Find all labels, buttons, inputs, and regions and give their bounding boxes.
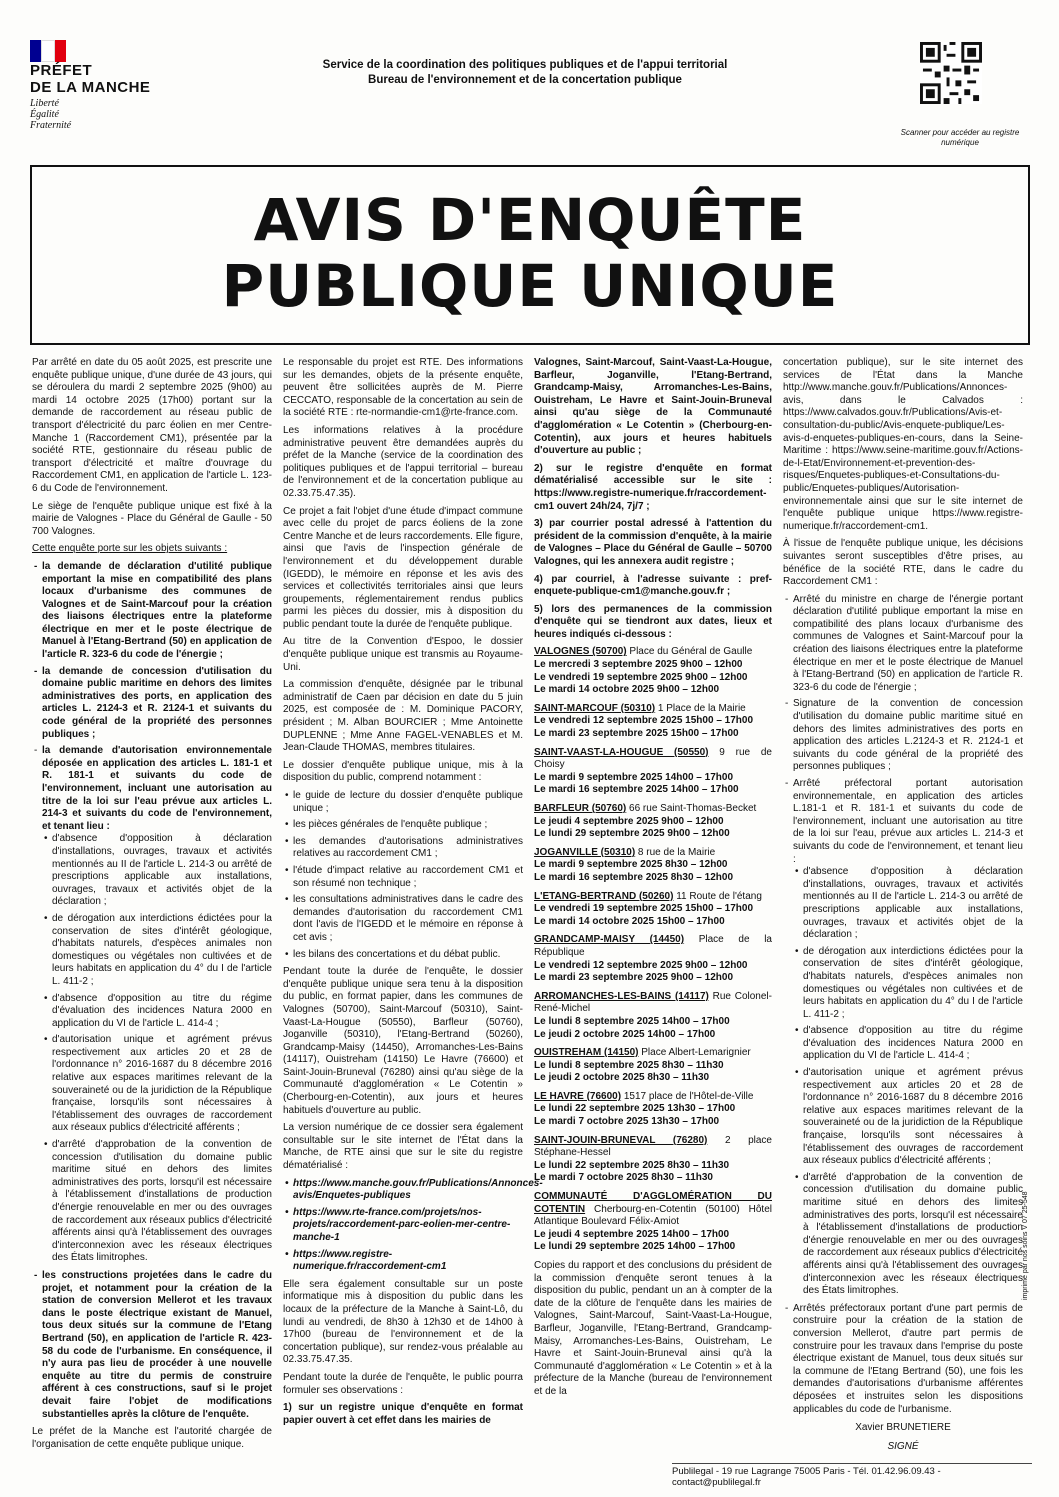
permanence-block [534, 1135, 772, 1185]
column-4 [783, 357, 1023, 1456]
permanence-slot: Le vendredi 12 septembre 2025 9h00 – 12h00 [534, 959, 748, 971]
permanences-list [534, 646, 772, 1254]
sub-list [42, 833, 272, 1265]
dossier-item: • l'étude d'impact relative au raccordement CM1 et son résumé non technique ; [293, 865, 523, 890]
project-owner-paragraph: Le responsable du projet est RTE. Des informations sur les demandes, objets de la présente enquête, peuvent être sollicitées auprès de M. Pierre CECCATO, responsable de la concertation au sein de la société RTE : rte-normandie-cm1@rte-france.com. [283, 357, 523, 419]
bureau-name: Bureau de l'environnement et de la concertation publique [368, 74, 682, 86]
permanence-block [534, 703, 772, 741]
sub-item: • d'absence d'opposition à déclaration d'installations, ouvrages, travaux et activités mentionnés au II de l'article L. 214-3 ou arrêté de prescriptions applicable aux installations, ouvrages, travaux et activités objet de la déclaration ; [52, 833, 272, 909]
report-sites-paragraph: concertation publique), sur le site internet des services de l'État dans la Manche http://www.manche.gouv.fr/Publications/Annonces-avis, dans le Calvados : https://www.calvados.gouv.fr/Publications/Avis-et-consultation-du-public/Avis-enquete-publique/Les-avis-d-enquetes-publiques-en-cours, dans la Seine-Maritime : https://www.seine-maritime.gouv.fr/Actions-de-l-Etat/Environnement-et-prevention-des-risques/Enquetes-publiques-et-Consultations-du-public/Enquetes-publiques/Autorisation-environnementale ainsi que sur le site internet de l'enquête publique unique https://www.registre-numerique.fr/raccordement-cm1. [783, 357, 1023, 532]
sub-item: • d'arrêté d'approbation de la convention de concession d'utilisation du domaine public maritime situé en dehors des limites administratives des ports, lorsqu'il est nécessaire à l'établissement d'installations de production d'énergie renouvelable en mer ou des ouvrages de raccordement aux réseaux publics d'électricité afférents ainsi qu'à l'établissement des ouvrages d'interconnexion avec les réseaux électriques des États limitrophes. [803, 1172, 1023, 1298]
observation-method-1: 1) sur un registre unique d'enquête en format papier ouvert à cet effet dans les mairies de [283, 1402, 523, 1426]
dossier-item: • le guide de lecture du dossier d'enquête publique unique ; [293, 790, 523, 815]
decision-item: - Signature de la convention de concession d'utilisation du domaine public maritime situé en dehors des limites administratives des ports en application des articles L.2124-3 et R. 2124-1 et suivants du code général de la propriété des personnes publiques ; [793, 698, 1023, 774]
permanence-slot: Le vendredi 19 septembre 2025 9h00 – 12h00 [534, 671, 748, 683]
column-3 [534, 357, 772, 1456]
object-item: - la demande d'autorisation environnementale déposée en application des articles L. 181-1 et R. 181-1 et suivants du code de l'environnement, incluant une autorisation au titre de la loi sur l'eau prévue aux articles L. 214-3 et suivants du code de l'environnement, et tenant lieu : • d'absence d'opposition à déclaration d'installations, ouvrages, travaux et activités mentionnés au II de l'article L. 214-3 ou arrêté de prescriptions applicable aux installations, ouvrages, travaux et activités objet de la déclaration ; • de dérogation aux interdictions édictées pour la conservation de sites d'intérêt géologique, d'habitats naturels, d'espèces animales non domestiques ou végétales non cultivées et de leurs habitats en application du 4° du I de l'article L. 411-2 ; • d'absence d'opposition au titre du régime d'évaluation des incidences Natura 2000 en application du VI de l'article L. 414-4 ; • d'autorisation unique et agrément prévus respectivement aux articles 20 et 28 de l'ordonnance n° 2016-1687 du 8 décembre 2016 relative aux espaces maritimes relevant de la souveraineté ou de la juridiction de la République française, lorsqu'ils sont nécessaires à l'établissement des ouvrages de raccordement aux réseaux publics d'électricité afférents ; • d'arrêté d'approbation de la convention de concession d'utilisation du domaine public maritime situé en dehors des limites administratives des ports, lorsqu'il est nécessaire à l'établissement d'installations de production d'énergie renouvelable en mer ou des ouvrages de raccordement aux réseaux publics d'électricité afférents ainsi qu'à l'établissement des ouvrages d'interconnexion avec les réseaux électriques des États limitrophes. [42, 745, 272, 1265]
observation-method-4: 4) par courriel, à l'adresse suivante : pref-enquete-publique-cm1@manche.gouv.fr ; [534, 573, 772, 598]
permanence-place: SAINT-VAAST-LA-HOUGUE (50550) 9 rue de Choisy [534, 746, 772, 771]
decision-item: - Arrêté préfectoral portant autorisation environnementale, en application des articles L.181-1 et R. 181-1 et suivants du code de l'environnement, incluant une autorisation au titre de la loi sur l'eau, prévue aux articles L. 214-3 et suivants du code de l'environnement, et tenant lieu : • d'absence d'opposition à déclaration d'installations, ouvrages, travaux et activités mentionnés au II de l'article L. 214-3 ou arrêté de prescriptions applicable aux installations, ouvrages, travaux et activités objet de la déclaration ; • de dérogation aux interdictions édictées pour la conservation de sites d'intérêt géologique, d'habitats naturels, d'espèces animales non domestiques ou végétales non cultivées et de leurs habitats en application du 4° du I de l'article L. 411-2 ; • d'absence d'opposition au titre du régime d'évaluation des incidences Natura 2000 en application du VI de l'article L. 414-4 ; • d'autorisation unique et agrément prévus respectivement aux articles 20 et 28 de l'ordonnance n° 2016-1687 du 8 décembre 2016 relative aux espaces maritimes relevant de la souveraineté ou de la juridiction de la République française, lorsqu'ils sont nécessaires à l'établissement des ouvrages de raccordement aux réseaux publics d'électricité afférents ; • d'arrêté d'approbation de la convention de concession d'utilisation du domaine public maritime situé en dehors des limites administratives des ports, lorsqu'il est nécessaire à l'établissement d'installations de production d'énergie renouvelable en mer ou des ouvrages de raccordement aux réseaux publics d'électricité afférents ainsi qu'à l'établissement des ouvrages d'interconnexion avec les réseaux électriques des États limitrophes. [793, 778, 1023, 1298]
seat-paragraph: Le siège de l'enquête publique unique est fixé à la mairie de Valognes - Place du Général de Gaulle - 50 700 Valognes. [32, 500, 272, 537]
permanence-slot: Le mardi 7 octobre 2025 8h30 – 11h30 [534, 1172, 713, 1184]
objects-list [32, 561, 272, 1421]
title-line-2: PUBLIQUE UNIQUE [221, 252, 839, 320]
permanence-place: ARROMANCHES-LES-BAINS (14117) Rue Colonel-René-Michel [534, 990, 772, 1015]
permanence-address: Place Albert-Lemarignier [638, 1047, 751, 1059]
marianne-flag-icon [30, 40, 66, 62]
decisions-intro: À l'issue de l'enquête publique unique, les décisions suivantes seront susceptibles d'être prises, au bénéfice de la société RTE, dans le cadre du Raccordement CM1 : [783, 538, 1023, 588]
prefet-logo [30, 40, 190, 131]
permanence-block [534, 1191, 772, 1254]
permanence-slot: Le mardi 23 septembre 2025 9h00 – 12h00 [534, 972, 734, 984]
permanence-address: 11 Route de l'étang [673, 890, 762, 902]
permanence-slot: Le lundi 29 septembre 2025 14h00 – 17h00 [534, 1241, 736, 1253]
sub-item: • de dérogation aux interdictions édictées pour la conservation de sites d'intérêt géologique, d'habitats naturels, d'espèces animales non domestiques ou végétales non cultivées et de leurs habitats en application du 4° du I de l'article L. 411-2 ; [803, 946, 1023, 1022]
dossier-link[interactable]: • https://www.rte-france.com/projets/nos-projets/raccordement-parc-eolien-mer-centre-manche-1 [293, 1207, 523, 1245]
qr-caption: Scanner pour accéder au registre numérique [900, 128, 1020, 147]
procedure-info-paragraph: Les informations relatives à la procédure administrative peuvent être demandées auprès du préfet de la Manche (service de la coordination des politiques publiques et de l'appui territorial – bureau de l'environnement et de la concertation publique au 02.33.75.47.35). [283, 424, 523, 499]
permanence-place: OUISTREHAM (14150) Place Albert-Lemarignier [534, 1047, 751, 1059]
sub-item: • d'absence d'opposition au titre du régime d'évaluation des incidences Natura 2000 en application du VI de l'article L. 414-4 ; [803, 1025, 1023, 1063]
issuing-service [260, 58, 790, 88]
permanence-address: Cherbourg-en-Cotentin (50100) Hôtel Atlantique Boulevard Félix-Amiot [534, 1203, 772, 1228]
sub-item: • d'absence d'opposition à déclaration d'installations, ouvrages, travaux et activités mentionnés au II de l'article L. 214-3 ou arrêté de prescriptions applicable aux installations, ouvrages, travaux et activités objet de la déclaration ; [803, 866, 1023, 942]
observation-method-1-cont: Valognes, Saint-Marcouf, Saint-Vaast-La-Hougue, Barfleur, Joganville, l'Etang-Bertrand, Grandcamp-Maisy, Arromanches-Les-Bains, Ouistreham, Le Havre et Saint-Jouin-Bruneval ainsi qu'au siège de la Communauté d'agglomération « Le Cotentin » (Cherbourg-en-Cotentin), aux jours et heures habituels d'ouverture au public ; [534, 357, 772, 457]
permanence-place: L'ETANG-BERTRAND (50260) 11 Route de l'étang [534, 890, 762, 902]
decisions-list [783, 594, 1023, 1416]
permanence-slot: Le mardi 7 octobre 2025 13h30 – 17h00 [534, 1116, 720, 1128]
dossier-item: • les bilans des concertations et du débat public. [293, 949, 523, 962]
permanence-address: Rue Colonel-René-Michel [534, 990, 772, 1015]
permanence-place: SAINT-MARCOUF (50310) 1 Place de la Mairie [534, 702, 746, 714]
permanence-address: Place de la République [534, 934, 772, 958]
digital-availability-paragraph: La version numérique de ce dossier sera également consultable sur le site internet de l'État dans la Manche, de RTE ainsi que sur le site du registre dématérialisé : [283, 1122, 523, 1172]
authority-paragraph: Le préfet de la Manche est l'autorité chargée de l'organisation de cette enquête publique unique. [32, 1426, 272, 1450]
signed-mark: SIGNÉ [887, 1440, 919, 1452]
permanence-block [534, 1091, 772, 1129]
permanence-address: 1 Place de la Mairie [655, 702, 746, 714]
column-1 [32, 357, 272, 1456]
permanence-address: Place du Général de Gaulle [626, 646, 753, 658]
permanence-block [534, 991, 772, 1041]
permanence-place: VALOGNES (50700) Place du Général de Gaulle [534, 646, 753, 658]
permanence-slot: Le vendredi 19 septembre 2025 15h00 – 17h00 [534, 903, 754, 915]
sub-item: • d'arrêté d'approbation de la convention de concession d'utilisation du domaine public maritime situé en dehors des limites administratives des ports, lorsqu'il est nécessaire à l'établissement d'installations de production d'énergie renouvelable en mer ou des ouvrages de raccordement aux réseaux publics d'électricité afférents ainsi qu'à l'établissement des ouvrages d'interconnexion avec les réseaux électriques des États limitrophes. [52, 1139, 272, 1265]
notice-body [32, 357, 1023, 1452]
permanence-slot: Le mardi 14 octobre 2025 9h00 – 12h00 [534, 684, 720, 696]
dossier-list [283, 790, 523, 961]
permanence-address: 9 rue de Choisy [534, 746, 772, 771]
print-note: imprimé par nos soins V 07 25-548 [1022, 1191, 1029, 1300]
permanence-block [534, 891, 772, 929]
decision-item: - Arrêté du ministre en charge de l'énergie portant déclaration d'utilité publique emportant la mise en compatibilité des plans locaux d'urbanisme des communes de Valognes et Saint-Marcouf pour la création des liaisons électriques entre la plateforme électrique en mer et le poste électrique de Manuel à l'Etang-Bertrand (50) en application de l'article R. 323-6 du code de l'énergie ; [793, 594, 1023, 695]
sub-item: • d'absence d'opposition au titre du régime d'évaluation des incidences Natura 2000 en application du VI de l'article L. 414-4 ; [52, 993, 272, 1031]
permanence-slot: Le mardi 23 septembre 2025 15h00 – 17h00 [534, 728, 739, 740]
terminal-paragraph: Elle sera également consultable sur un poste informatique mis à disposition du public dans les locaux de la préfecture de la Manche à Saint-Lô, du lundi au vendredi, de 8h30 à 12h30 et de 14h00 à 17h00 (bureau de l'environnement et de la concertation publique), sur rendez-vous préalable au 02.33.75.47.35. [283, 1278, 523, 1366]
permanence-slot: Le jeudi 2 octobre 2025 8h30 – 11h30 [534, 1072, 710, 1084]
permanence-block [534, 934, 772, 984]
permanence-address: 66 rue Saint-Thomas-Becket [626, 803, 757, 814]
dossier-item: • les consultations administratives dans le cadre des demandes d'autorisation du raccordement CM1 dont l'avis de l'IGEDD et le mémoire en réponse à cet avis ; [293, 894, 523, 944]
permanence-slot: Le mardi 9 septembre 2025 8h30 – 12h00 [534, 859, 728, 871]
permanence-slot: Le mardi 16 septembre 2025 14h00 – 17h00 [534, 784, 739, 796]
logo-line-1: PRÉFET [30, 62, 93, 79]
signer-name: Xavier BRUNETIERE [855, 1422, 951, 1434]
permanence-slot: Le vendredi 12 septembre 2025 15h00 – 17h00 [534, 715, 754, 727]
permanence-place: GRANDCAMP-MAISY (14450) Place de la République [534, 934, 772, 958]
permanence-slot: Le jeudi 4 septembre 2025 9h00 – 12h00 [534, 815, 724, 827]
permanence-slot: Le jeudi 2 octobre 2025 14h00 – 17h00 [534, 1028, 716, 1040]
logo-motto: Liberté Égalité Fraternité [30, 98, 72, 131]
permanence-slot: Le mardi 9 septembre 2025 14h00 – 17h00 [534, 771, 734, 783]
permanence-block [534, 803, 772, 841]
permanence-slot: Le mardi 14 octobre 2025 15h00 – 17h00 [534, 915, 725, 927]
sub-item: • d'autorisation unique et agrément prévus respectivement aux articles 20 et 28 de l'ordonnance n° 2016-1687 du 8 décembre 2016 relative aux espaces maritimes relevant de la souveraineté ou de la juridiction de la République française, lorsqu'ils sont nécessaires à l'établissement des ouvrages de raccordement aux réseaux publics d'électricité afférents ; [803, 1067, 1023, 1168]
impact-study-paragraph: Ce projet a fait l'objet d'une étude d'impact commune avec celle du projet de parcs éoliens de la zone Centre Manche et de leurs raccordements. Elle figure, ainsi que l'avis de l'inspection générale de l'environnement et du développement durable (IGEDD), le mémoire en réponse et les avis des services et collectivités territoriales ainsi que leurs groupements, réglementairement rendus publics parmi les pièces du dossier, mis à disposition du public pendant toute la durée de l'enquête publique. [283, 505, 523, 630]
permanence-place: JOGANVILLE (50310) 8 rue de la Mairie [534, 846, 716, 858]
permanence-block [534, 847, 772, 885]
column-2 [283, 357, 543, 1456]
title-line-1: AVIS D'ENQUÊTE [253, 186, 807, 254]
permanence-slot: Le lundi 22 septembre 2025 8h30 – 11h30 [534, 1159, 730, 1171]
sub-item: • de dérogation aux interdictions édictées pour la conservation de sites d'intérêt géologique, d'habitats naturels, d'espèces animales non domestiques ou végétales non cultivées et de leurs habitats en application du 4° du I de l'article L. 411-2 ; [52, 913, 272, 989]
logo-line-2: DE LA MANCHE [30, 79, 151, 96]
permanence-address: 8 rue de la Mairie [635, 846, 716, 858]
permanence-place: COMMUNAUTÉ D'AGGLOMÉRATION DU COTENTIN Cherbourg-en-Cotentin (50100) Hôtel Atlantique Boulevard Félix-Amiot [534, 1191, 772, 1228]
paper-availability-paragraph: Pendant toute la durée de l'enquête, le dossier d'enquête publique unique sera tenu à la disposition du public, en format papier, dans les communes de Valognes (50700), Saint-Marcouf (50310), Saint-Vaast-La-Hougue (50550), Barfleur (50760), Joganville (50310), l'Etang-Bertrand (50260), Grandcamp-Maisy (14450), Arromanches-Les-Bains (14117), Ouistreham (14150) Le Havre (76600) et Saint-Jouin-Bruneval (76280) ainsi qu'au siège de la Communauté d'agglomération « Le Cotentin » (Cherbourg-en-Cotentin), aux jours et heures habituels d'ouverture au public. [283, 966, 523, 1116]
dossier-item: • les pièces générales de l'enquête publique ; [293, 819, 523, 832]
report-availability-paragraph: Copies du rapport et des conclusions du président de la commission d'enquête seront tenues à la disposition du public, pendant un an à compter de la date de la clôture de l'enquête dans les mairies de Valognes, Saint-Marcouf, Saint-Vaast-La-Hougue, Barfleur, Joganville, l'Etang-Bertrand, Grandcamp-Maisy, Arromanches-Les-Bains, Ouistreham, Le Havre et Saint-Jouin-Bruneval ainsi qu'à la Communauté d'agglomération « Le Cotentin » et à la préfecture de la Manche (bureau de l'environnement et de la [534, 1260, 772, 1397]
dossier-item: • les demandes d'autorisations administratives relatives au raccordement CM1 ; [293, 836, 523, 861]
sub-list [793, 866, 1023, 1298]
dossier-link[interactable]: • https://www.manche.gouv.fr/Publications/Annonces-avis/Enquetes-publiques [293, 1178, 523, 1203]
sub-item: • d'autorisation unique et agrément prévus respectivement aux articles 20 et 28 de l'ordonnance n° 2016-1687 du 8 décembre 2016 relative aux espaces maritimes relevant de la souveraineté ou de la juridiction de la République française, lorsqu'ils sont nécessaires à l'établissement des ouvrages de raccordement aux réseaux publics d'électricité afférents ; [52, 1034, 272, 1135]
decree-paragraph: Par arrêté en date du 05 août 2025, est prescrite une enquête publique unique, d'une durée de 43 jours, qui se déroulera du mardi 2 septembre 2025 (9h00) au mardi 14 octobre 2025 (17h00) portant sur la demande de raccordement au réseau public de transport d'électricité du parc éolien en mer Centre-Manche 1 (Raccordement CM1), présentée par la société RTE, gestionnaire du réseau public de transport d'électricité et maître d'ouvrage du Raccordement CM1, en application de l'article L. 123-6 du Code de l'environnement. [32, 357, 272, 494]
permanence-address: 1517 place de l'Hôtel-de-Ville [621, 1090, 754, 1102]
permanence-place: BARFLEUR (50760) 66 rue Saint-Thomas-Becket [534, 803, 757, 814]
permanence-slot: Le mardi 16 septembre 2025 8h30 – 12h00 [534, 871, 734, 883]
object-item: - la demande de déclaration d'utilité publique emportant la mise en compatibilité des plans locaux d'urbanisme des communes de Valognes et de Saint-Marcouf pour la création des liaisons électriques entre la plateforme électrique en mer et le poste électrique de Manuel à l'Etang-Bertrand (50) en application de l'article R. 323-6 du code de l'énergie ; [42, 561, 272, 662]
qr-code-icon[interactable] [920, 42, 982, 104]
permanence-slot: Le lundi 8 septembre 2025 8h30 – 11h30 [534, 1059, 724, 1071]
permanence-block [534, 1047, 772, 1085]
permanence-block [534, 646, 772, 696]
permanence-slot: Le lundi 29 septembre 2025 9h00 – 12h00 [534, 828, 730, 840]
decision-item: - Arrêtés préfectoraux portant d'une part permis de construire pour la création de la station de conversion Mellerot, d'autre part permis de construire pour les travaux dans l'emprise du poste électrique existant de Manuel, tous deux situés sur la commune de l'Etang Bertrand (50), une fois les demandes d'autorisations d'urbanisme afférentes déposées et instruites selon les dispositions applicables du code de l'urbanisme. [793, 1303, 1023, 1416]
permanence-slot: Le jeudi 4 septembre 2025 14h00 – 17h00 [534, 1228, 730, 1240]
dossier-paragraph: Le dossier d'enquête publique unique, mis à la disposition du public, comprend notamment : [283, 759, 523, 784]
service-name: Service de la coordination des politiques publiques et de l'appui territorial [322, 59, 728, 71]
links-list [283, 1177, 543, 1274]
observation-method-2: 2) sur le registre d'enquête en format dématérialisé accessible sur le site : https://www.registre-numerique.fr/raccordement-cm1 ouvert 24h/24, 7j/7 ; [534, 462, 772, 512]
observations-paragraph: Pendant toute la durée de l'enquête, le public pourra formuler ses observations : [283, 1371, 523, 1396]
permanence-block [534, 747, 772, 797]
commission-paragraph: La commission d'enquête, désignée par le tribunal administratif de Caen par décision en date du 5 juin 2025, est composée de : M. Dominique PACORY, président ; M. Alban BOURCIER ; Mme Antoinette DUPLENNE ; Mme Anne FAGEL-VENABLES et M. Jean-Claude THOMAS, membres titulaires. [283, 679, 523, 754]
permanence-slot: Le lundi 22 septembre 2025 13h30 – 17h00 [534, 1103, 736, 1115]
permanence-slot: Le lundi 8 septembre 2025 14h00 – 17h00 [534, 1015, 730, 1027]
espoo-paragraph: Au titre de la Convention d'Espoo, le dossier d'enquête publique unique est transmis au Royaume-Uni. [283, 636, 523, 673]
object-item: - les constructions projetées dans le cadre du projet, et notamment pour la création de la station de conversion Mellerot et les travaux dans le poste électrique existant de Manuel, tous deux situés sur la commune de l'Etang Bertrand (50), en application de l'article R. 423-58 du code de l'urbanisme. En conséquence, il n'y aura pas lieu de procéder à une nouvelle enquête au titre du permis de construire afférent à ces constructions, sauf si le projet devait faire l'objet de modifications substantielles après la clôture de l'enquête. [42, 1270, 272, 1421]
permanence-address: 2 place Stéphane-Hessel [534, 1134, 772, 1159]
title-box [30, 165, 1030, 345]
publisher-footer: Publilegal - 19 rue Lagrange 75005 Paris - Tél. 01.42.96.09.43 - contact@publilegal.fr [672, 1463, 1032, 1488]
dossier-link[interactable]: • https://www.registre-numerique.fr/raccordement-cm1 [293, 1249, 523, 1274]
permanence-place: LE HAVRE (76600) 1517 place de l'Hôtel-de-Ville [534, 1090, 754, 1102]
permanence-slot: Le mercredi 3 septembre 2025 9h00 – 12h00 [534, 659, 743, 671]
objects-heading: Cette enquête porte sur les objets suivants : [32, 543, 228, 555]
object-item: - la demande de concession d'utilisation du domaine public maritime en dehors des limites administratives des ports, en application des articles L. 2124-3 et R. 2124-1 et suivants du code général de la propriété des personnes publiques ; [42, 666, 272, 742]
observation-method-5: 5) lors des permanences de la commission d'enquête qui se tiendront aux dates, lieux et heures indiqués ci-dessous : [534, 603, 772, 640]
observation-method-3: 3) par courrier postal adressé à l'attention du président de la commission d'enquête, à la mairie de Valognes – Place du Général de Gaulle – 50700 Valognes, qui les annexera audit registre ; [534, 518, 772, 567]
permanence-place: SAINT-JOUIN-BRUNEVAL (76280) 2 place Stéphane-Hessel [534, 1134, 772, 1159]
